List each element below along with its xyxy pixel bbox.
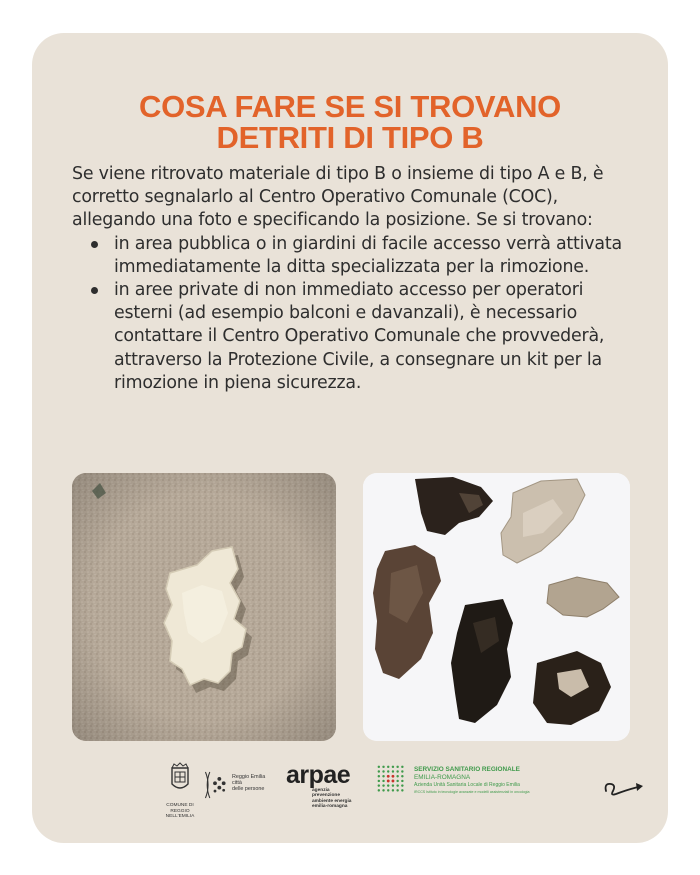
concrete-photo-illustration (72, 473, 336, 741)
arpae-sub-4: emilia-romagna (312, 803, 348, 809)
bullet-item-public (72, 233, 638, 279)
ssr-logo (376, 764, 566, 814)
ssr-line-2: EMILIA-ROMAGNA (414, 774, 471, 781)
photo-debris-fragments (363, 473, 630, 741)
ssr-line-3: Azienda Unità Sanitaria Locale di Reggio Emilia (414, 782, 520, 788)
arpae-name: arpae (286, 761, 351, 789)
arpae-sub-1: agenzia (312, 788, 330, 793)
comune-logo (160, 762, 200, 819)
comune-line-1: COMUNE DI (166, 803, 194, 808)
fragments-photo-illustration (363, 473, 630, 741)
title-line-1: COSA FARE SE SI TROVANO (139, 89, 561, 124)
bullet-text: in area pubblica o in giardini di facile accesso verrà attivata immediatamente la ditta specializzata per la rimozione. (114, 233, 622, 277)
coat-of-arms-icon (160, 762, 200, 796)
ssr-line-1: SERVIZIO SANITARIO REGIONALE (414, 766, 520, 773)
title-line-2: DETRITI DI TIPO B (216, 120, 484, 155)
bullet-icon (91, 287, 98, 294)
bullet-icon (91, 241, 98, 248)
bullet-item-private (72, 279, 638, 395)
citta-logo (202, 770, 274, 810)
citta-line-3: delle persone (232, 786, 265, 793)
dots-circle-icon (202, 770, 228, 800)
curly-arrow-icon[interactable] (602, 777, 648, 801)
partner-logos (32, 758, 668, 818)
page-title (32, 91, 668, 153)
info-card (32, 33, 668, 843)
intro-paragraph: Se viene ritrovato materiale di tipo B o insieme di tipo A e B, è corretto segnalarlo al Centro Operativo Comunale (COC), allegando una foto e specificando la posizione. Se si trovano: (72, 164, 604, 231)
arpae-sub-2: prevenzione (312, 793, 340, 799)
green-dot-grid-icon (376, 764, 408, 796)
comune-line-2: REGGIO NELL'EMILIA (165, 808, 195, 819)
photo-debris-on-concrete (72, 473, 336, 741)
bullet-text: in aree private di non immediato accesso per operatori esterni (ad esempio balconi e davanzali), è necessario contattare il Centro Operativo Comunale che provvederà, attraverso la Protezione Civile, a consegnare un kit per la rimozione in piena sicurezza. (114, 280, 605, 393)
arpae-sub-3: ambiente energia (312, 798, 352, 804)
citta-line-1: Reggio Emilia (232, 774, 266, 780)
bullet-list (72, 233, 638, 395)
body-text (72, 163, 638, 395)
arpae-logo (286, 762, 366, 816)
ssr-line-4: IRCCS Istituto in tecnologie avanzate e modelli assistenziali in oncologia (414, 790, 530, 794)
citta-line-2: città (232, 780, 242, 787)
